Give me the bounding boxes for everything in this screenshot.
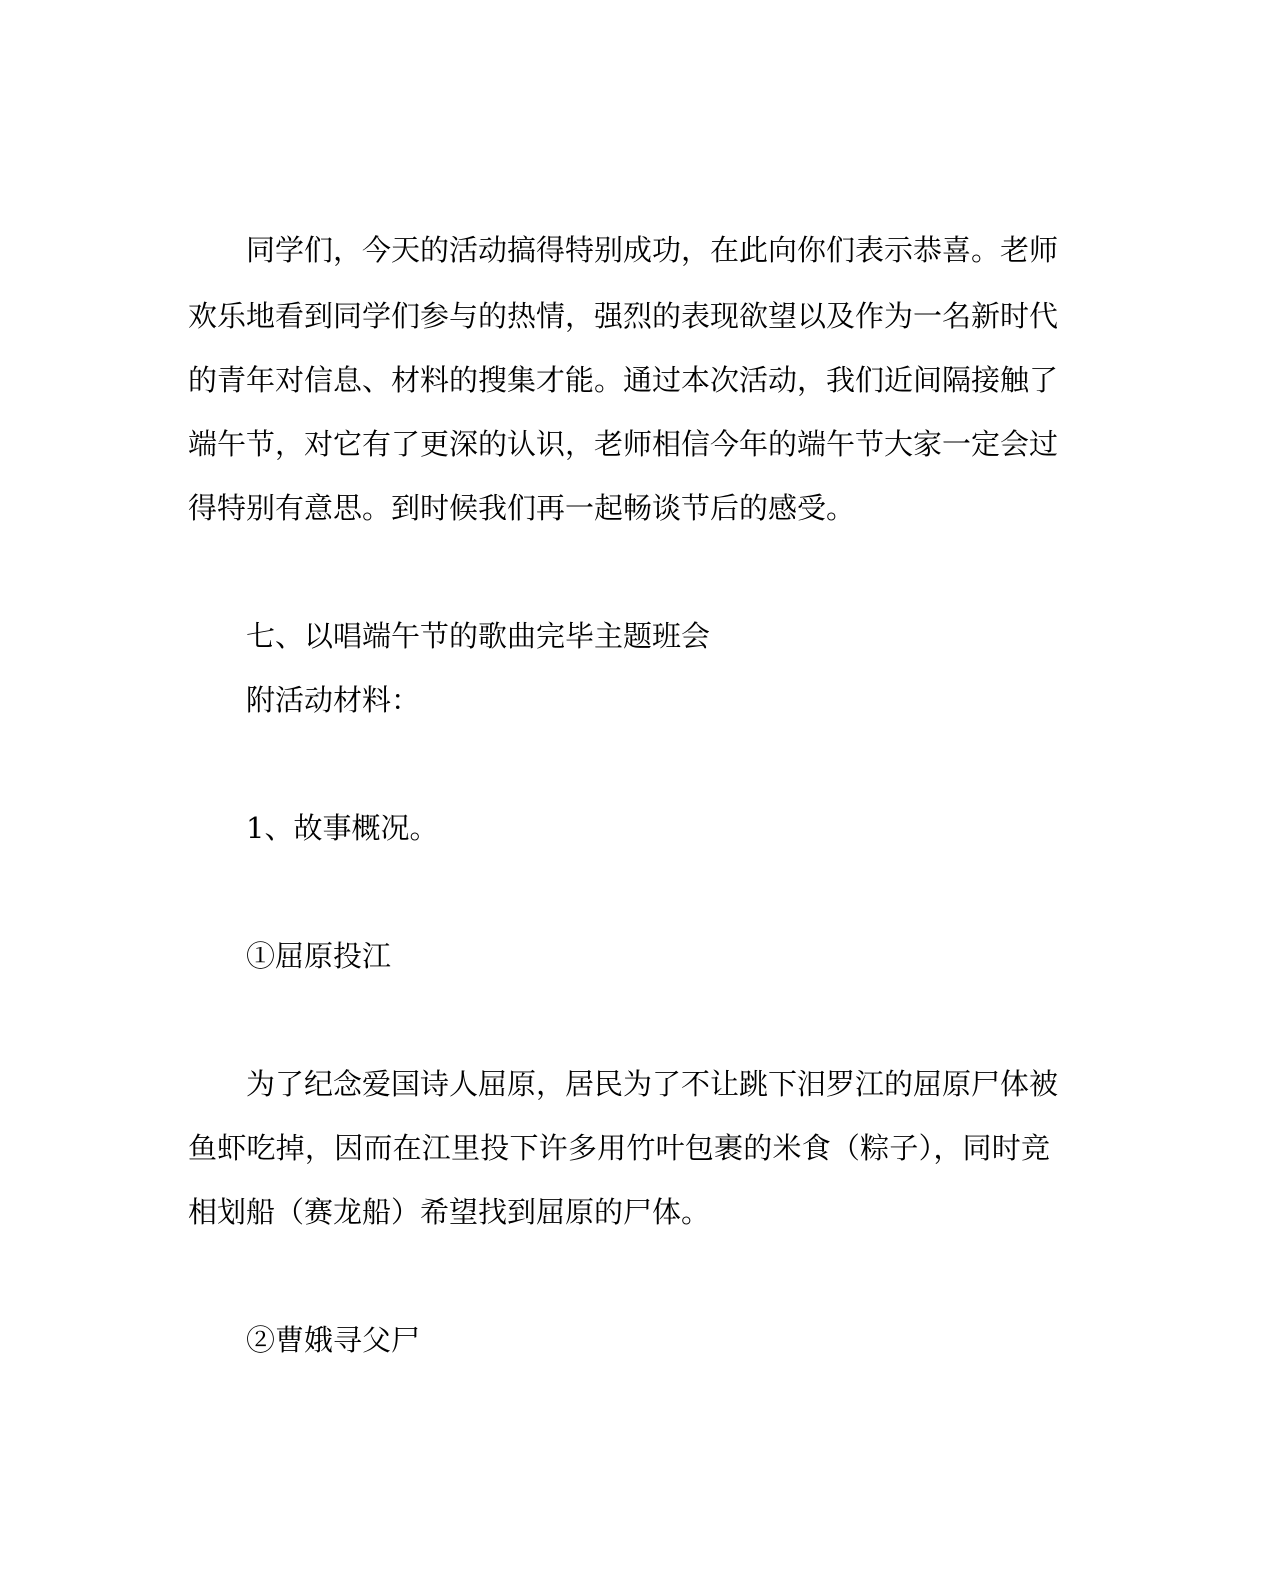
story-title: ①屈原投江 — [246, 939, 392, 973]
attachment-heading: 附活动材料： — [246, 683, 421, 717]
paragraph-line: 得特别有意思。到时候我们再一起畅谈节后的感受。 — [188, 491, 856, 525]
section-heading: 1、故事概况。 — [246, 811, 439, 845]
paragraph-line: 同学们，今天的活动搞得特别成功，在此向你们表示恭喜。老师 — [246, 233, 1059, 267]
story-title: ②曹娥寻父尸 — [246, 1323, 421, 1357]
paragraph-line: 为了纪念爱国诗人屈原，居民为了不让跳下汨罗江的屈原尸体被 — [246, 1067, 1059, 1101]
paragraph-line: 欢乐地看到同学们参与的热情，强烈的表现欲望以及作为一名新时代 — [188, 299, 1059, 333]
paragraph-line: 相划船（赛龙船）希望找到屈原的尸体。 — [188, 1195, 711, 1229]
paragraph-line: 端午节，对它有了更深的认识，老师相信今年的端午节大家一定会过 — [188, 427, 1059, 461]
step-heading: 七、以唱端午节的歌曲完毕主题班会 — [246, 619, 711, 653]
paragraph-line: 的青年对信息、材料的搜集才能。通过本次活动，我们近间隔接触了 — [188, 363, 1059, 397]
paragraph-line: 鱼虾吃掉，因而在江里投下许多用竹叶包裹的米食（粽子），同时竞 — [188, 1131, 1050, 1165]
